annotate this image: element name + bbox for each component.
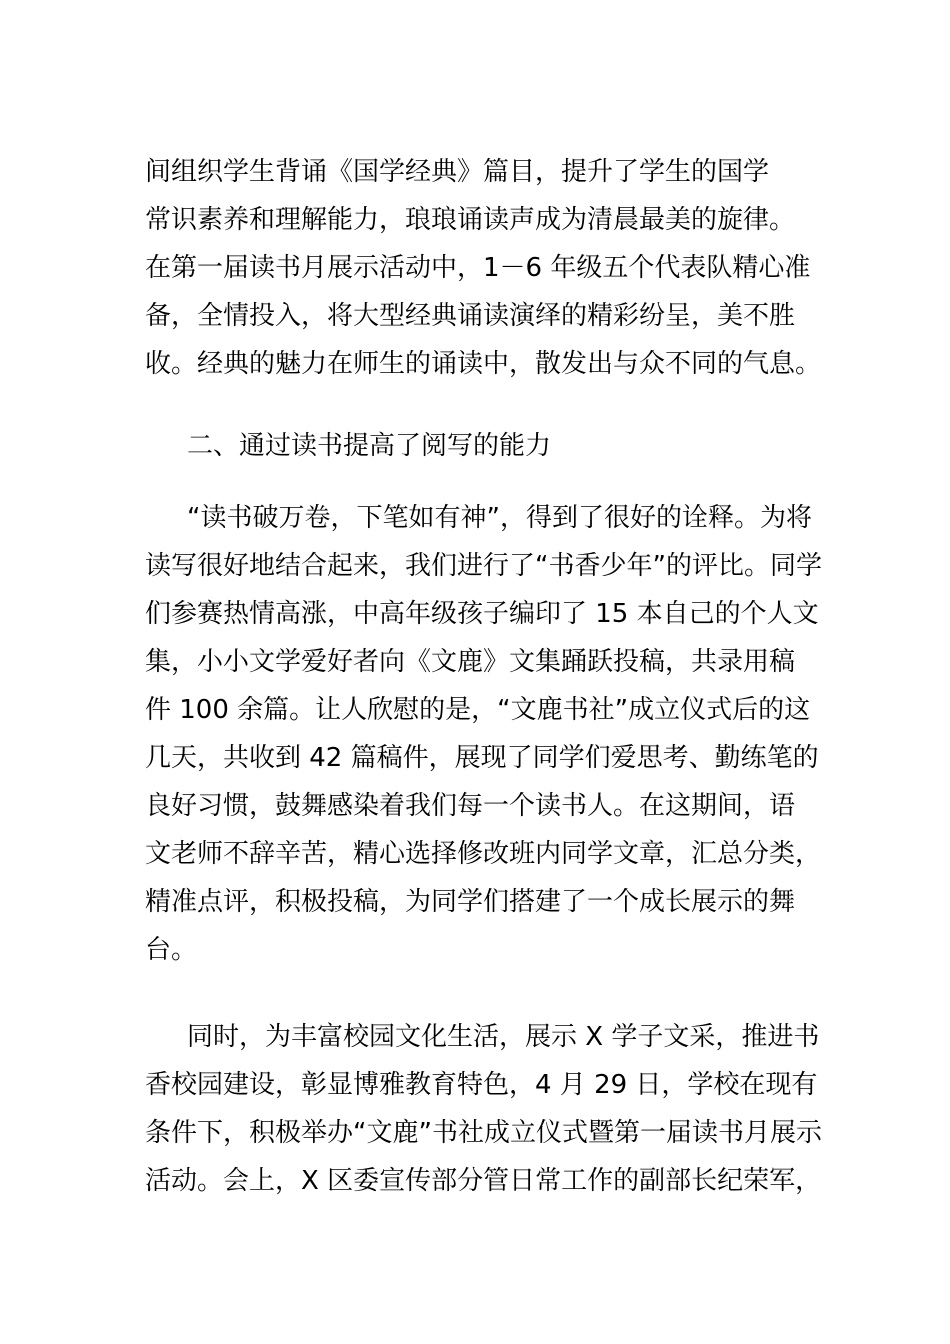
paragraph-reading-writing <box>145 494 822 974</box>
text-line: 条件下，积极举办“文鹿”书社成立仪式暨第一届读书月展示 <box>145 1118 822 1148</box>
text-line: 活动。会上，X 区委宣传部分管日常工作的副部长纪荣军， <box>145 1166 822 1196</box>
text-line: 香校园建设，彰显博雅教育特色，4 月 29 日，学校在现有 <box>145 1070 818 1100</box>
text-line: 收。经典的魅力在师生的诵读中，散发出与众不同的气息。 <box>145 349 822 379</box>
paragraph-classics-recitation <box>145 148 822 388</box>
text-line: 几天，共收到 42 篇稿件，展现了同学们爱思考、勤练笔的 <box>145 743 819 773</box>
heading-line: 二、通过读书提高了阅写的能力 <box>187 431 552 461</box>
text-line: 备，全情投入，将大型经典诵读演绎的精彩纷呈，美不胜 <box>145 301 796 331</box>
text-line: 精准点评，积极投稿，为同学们搭建了一个成长展示的舞 <box>145 887 796 917</box>
text-line: 常识素养和理解能力，琅琅诵读声成为清晨最美的旋律。 <box>145 205 796 235</box>
text-line: 们参赛热情高涨，中高年级孩子编印了 15 本自己的个人文 <box>145 599 819 629</box>
text-line: 间组织学生背诵《国学经典》篇目，提升了学生的国学 <box>145 157 770 187</box>
text-line: 良好习惯，鼓舞感染着我们每一个读书人。在这期间，语 <box>145 791 796 821</box>
text-line: 文老师不辞辛苦，精心选择修改班内同学文章，汇总分类， <box>145 839 822 869</box>
text-line: 在第一届读书月展示活动中，1－6 年级五个代表队精心准 <box>145 253 811 283</box>
text-line: 读写很好地结合起来，我们进行了“书香少年”的评比。同学 <box>145 551 822 581</box>
text-line: “读书破万卷，下笔如有神”，得到了很好的诠释。为将 <box>187 503 812 533</box>
text-line: 同时，为丰富校园文化生活，展示 X 学子文采，推进书 <box>187 1022 820 1052</box>
text-line: 集，小小文学爱好者向《文鹿》文集踊跃投稿，共录用稿 <box>145 647 796 677</box>
text-line: 件 100 余篇。让人欣慰的是，“文鹿书社”成立仪式后的这 <box>145 695 811 725</box>
section-heading <box>145 422 815 470</box>
text-line: 台。 <box>145 935 198 965</box>
paragraph-book-club-event <box>145 1013 822 1205</box>
